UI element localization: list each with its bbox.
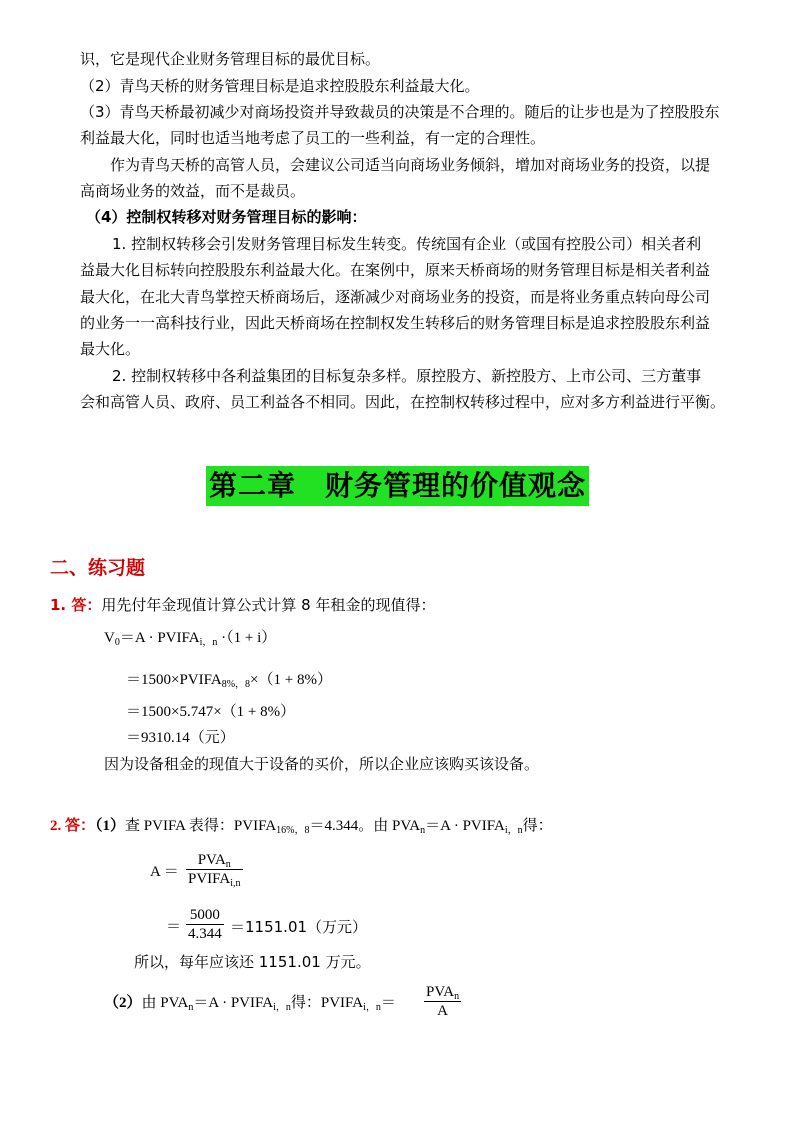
chapter-title: 第二章 财务管理的价值观念: [206, 466, 589, 506]
question-text: 用先付年金现值计算公式计算 8 年租金的现值得：: [101, 596, 436, 614]
question-1-line: [50, 595, 435, 615]
formula-subscript: i，n: [363, 1002, 381, 1013]
formula-text: ＝A · PVIFA: [425, 818, 505, 834]
text-line: 识，它是现代企业财务管理目标的最优目标。: [80, 50, 381, 68]
text-line: 的业务一一高科技行业，因此天桥商场在控制权发生转移后的财务管理目标是追求控股股东利益: [80, 314, 711, 332]
subheading: （4）控制权转移对财务管理目标的影响：: [86, 208, 367, 226]
fraction-denominator: [186, 870, 243, 888]
section-title: 二、练习题: [50, 557, 146, 579]
text-line: （3）青鸟天桥最初减少对商场投资并导致裁员的决策是不合理的。随后的让步也是为了控股股东: [80, 103, 720, 121]
formula-text: ＝: [166, 919, 182, 935]
formula-text: 得：: [522, 818, 553, 834]
formula-text: ＝: [380, 995, 396, 1011]
formula-text: A ＝: [150, 864, 179, 880]
formula-text: ＝A · PVIFA: [193, 995, 274, 1011]
text-line: 作为青鸟天桥的高管人员，会建议公司适当向商场业务倾斜，增加对商场业务的投资，以提: [110, 156, 711, 174]
formula-text: PVA: [197, 852, 226, 868]
formula-text: 得：PVIFA: [290, 995, 364, 1011]
formula-text: ＝1151.01（万元）: [230, 918, 368, 936]
formula-subscript: 16%，8: [276, 825, 310, 836]
formula-line: [104, 628, 276, 648]
answer-label: 1. 答：: [50, 596, 102, 614]
text-line: 会和高管人员、政府、员工利益各不相同。因此，在控制权转移过程中，应对多方利益进行平衡。: [80, 393, 726, 411]
fraction-denominator: 4.344: [188, 926, 222, 942]
formula-subscript: i，n: [199, 637, 218, 648]
text-line: 高商场业务的效益，而不是裁员。: [80, 182, 306, 200]
formula-subscript: n: [420, 825, 426, 836]
text-line: 最大化，在北大青鸟掌控天桥商场后，逐渐减少对商场业务的投资，而是将业务重点转向母公司: [80, 288, 711, 306]
formula-subscript: i，n: [504, 825, 523, 836]
formula-text: 查 PVIFA 表得：PVIFA: [125, 818, 277, 834]
part-label: （2）: [104, 995, 142, 1011]
formula-text: ＝1500×PVIFA: [126, 672, 222, 688]
text-line: 2. 控制权转移中各利益集团的目标复杂多样。原控股方、新控股方、上市公司、三方董事: [112, 367, 702, 385]
text-line: 所以，每年应该还 1151.01 万元。: [134, 953, 371, 971]
fraction: [424, 983, 461, 1020]
formula-subscript: i,n: [230, 878, 241, 889]
formula-line: ＝1500×5.747×（1 + 8%）: [126, 704, 296, 720]
formula-text: V: [104, 630, 115, 646]
fraction-denominator: A: [437, 1003, 448, 1019]
formula-text: ·（1 + i）: [217, 630, 277, 646]
fraction-numerator: [186, 851, 243, 869]
formula-line: ＝9310.14（元）: [126, 730, 235, 746]
formula-text: PVA: [426, 984, 455, 1000]
text-line: （2）青鸟天桥的财务管理目标是追求控股股东利益最大化。: [80, 77, 480, 95]
formula-subscript: n: [454, 991, 460, 1002]
fraction: [186, 851, 243, 888]
text-line: 利益最大化，同时也适当地考虑了员工的一些利益，有一定的合理性。: [80, 129, 546, 147]
formula-text: 由 PVA: [141, 995, 189, 1011]
fraction: [186, 906, 224, 943]
part-label: （1）: [95, 818, 126, 834]
formula-text: ＝A · PVIFA: [119, 630, 200, 646]
formula-subscript: 0: [114, 637, 120, 648]
formula-subscript: n: [225, 859, 231, 870]
fraction-numerator: 5000: [189, 907, 220, 923]
text-line: 因为设备租金的现值大于设备的买价，所以企业应该购买该设备。: [104, 755, 540, 773]
formula-text: ×（1 + 8%）: [250, 672, 332, 688]
fraction-numerator: [424, 983, 461, 1001]
text-line: 最大化。: [80, 340, 141, 358]
formula-line: [104, 993, 396, 1013]
formula-subscript: i，n: [273, 1002, 291, 1013]
formula-text: ＝4.344。由 PVA: [309, 818, 421, 834]
formula-subscript: n: [188, 1002, 194, 1013]
formula-subscript: 8%，8: [221, 679, 251, 690]
formula-line: [126, 670, 332, 690]
answer-label: 2. 答：: [50, 818, 96, 834]
text-line: 1. 控制权转移会引发财务管理目标发生转变。传统国有企业（或国有控股公司）相关者利: [112, 235, 702, 253]
question-2-line: [50, 816, 553, 836]
text-line: 益最大化目标转向控股股东利益最大化。在案例中，原来天桥商场的财务管理目标是相关者利益: [80, 261, 711, 279]
formula-text: PVIFA: [188, 871, 231, 887]
